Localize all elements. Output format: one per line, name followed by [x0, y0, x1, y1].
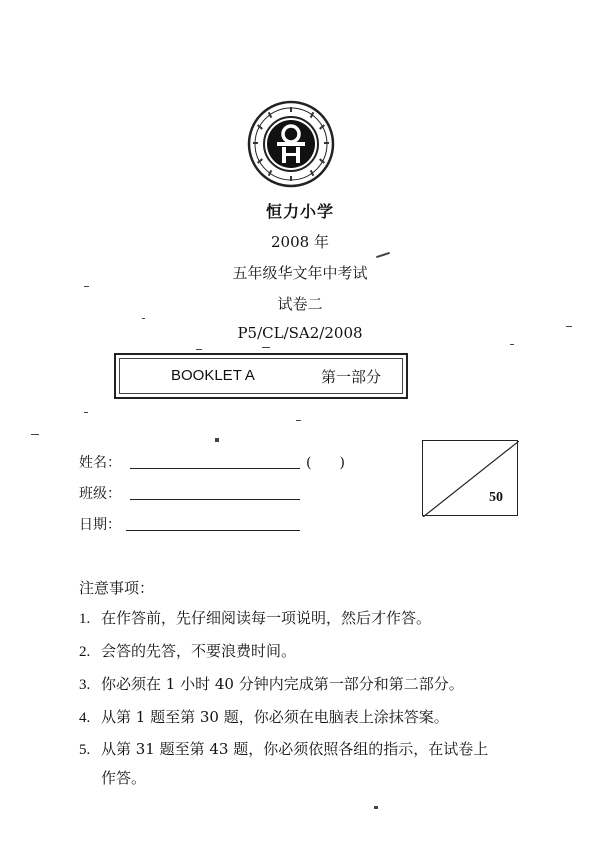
note-text: 从第 31 题至第 43 题，你必须依照各组的指示，在试卷上	[101, 740, 489, 758]
scan-speck	[215, 438, 219, 442]
scan-speck	[84, 286, 89, 287]
note-text: 你必须在 1 小时 40 分钟内完成第一部分和第二部分。	[101, 675, 464, 693]
note-number: 1.	[79, 611, 91, 627]
note-item-5	[79, 738, 488, 759]
name-field-line[interactable]	[130, 468, 300, 469]
exam-year: 2008 年	[271, 233, 329, 251]
school-crest-logo	[247, 100, 335, 188]
note-item-5-continued: 作答。	[101, 769, 147, 787]
scan-speck	[376, 252, 390, 258]
scan-speck	[31, 434, 39, 435]
scan-speck	[142, 318, 145, 319]
scan-speck	[196, 349, 202, 350]
scan-speck	[566, 326, 572, 327]
booklet-label-box	[114, 353, 408, 399]
scan-speck	[84, 412, 88, 413]
booklet-label-zh: 第一部分	[321, 368, 382, 386]
scan-speck	[296, 420, 301, 421]
name-label: 姓名：	[79, 455, 121, 471]
school-name: 恒力小学	[265, 202, 334, 221]
date-field-line[interactable]	[126, 530, 300, 531]
scan-speck	[374, 806, 378, 809]
note-text: 从第 1 题至第 30 题，你必须在电脑表上涂抹答案。	[101, 708, 449, 726]
note-text: 会答的先答，不要浪费时间。	[101, 642, 297, 660]
class-field-line[interactable]	[130, 499, 300, 500]
note-text: 在作答前，先仔细阅读每一项说明，然后才作答。	[101, 609, 432, 627]
class-label: 班级：	[79, 486, 121, 502]
score-box[interactable]	[422, 440, 518, 516]
scan-speck	[510, 344, 514, 345]
paper-code: P5/CL/SA2/2008	[237, 324, 363, 342]
score-box-diagonal	[423, 441, 519, 517]
booklet-label-en: BOOKLET A	[171, 367, 255, 384]
note-item-2	[79, 640, 296, 661]
notes-title: 注意事项：	[79, 579, 155, 597]
exam-title: 五年级华文年中考试	[232, 264, 368, 282]
scan-speck	[262, 347, 270, 348]
note-number: 5.	[79, 742, 91, 758]
date-label: 日期：	[79, 517, 121, 533]
note-item-1	[79, 607, 431, 628]
note-item-4	[79, 706, 449, 727]
note-item-3	[79, 673, 464, 694]
note-number: 3.	[79, 677, 91, 693]
name-index-paren: ( )	[306, 455, 345, 471]
note-number: 2.	[79, 644, 91, 660]
note-number: 4.	[79, 710, 91, 726]
paper-number: 试卷二	[277, 295, 323, 313]
score-total: 50	[489, 490, 503, 505]
